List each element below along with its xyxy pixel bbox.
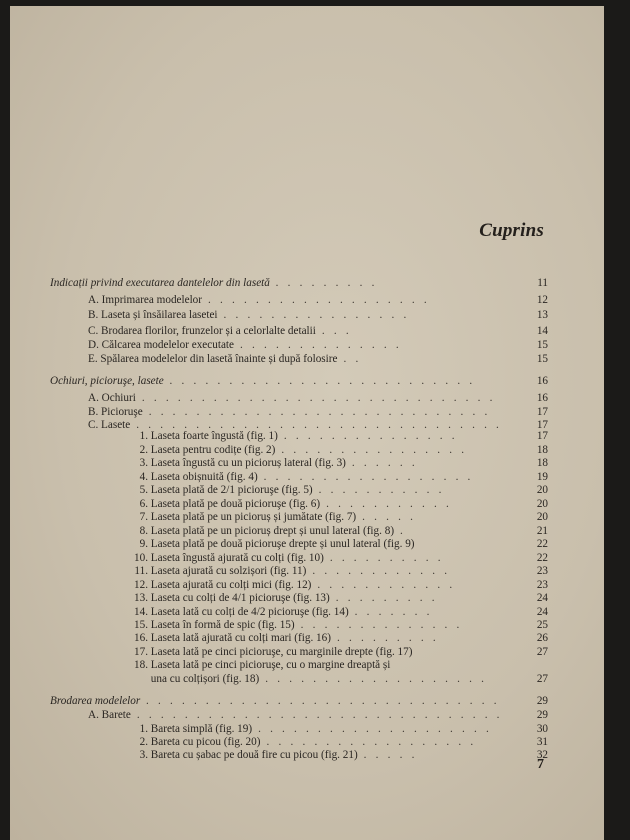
toc-entry [10, 735, 604, 749]
toc-entry-page: 23 [536, 578, 548, 591]
toc-entry-label: Laseta plată pe un picioruș și jumătate (fig. 7) [150, 511, 357, 523]
toc-entry [10, 456, 604, 470]
toc-entry-title [134, 443, 467, 457]
dot-leader: . . . . . . . . . . . . [311, 578, 456, 591]
toc-entry [10, 618, 604, 632]
dot-leader: . . . . . . . . . . . . . . . . . . . [202, 294, 430, 306]
toc-entry-page: 19 [536, 470, 548, 483]
page-title: Cuprins [479, 220, 544, 241]
toc-entry-number: 10. [134, 551, 148, 564]
toc-entry-title [134, 456, 418, 470]
toc-entry-title [134, 631, 439, 645]
toc-entry [10, 694, 604, 708]
toc-entry [10, 276, 604, 290]
toc-entry-title [88, 352, 361, 366]
toc-entry-label: Bareta simplă (fig. 19) [150, 723, 253, 735]
dot-leader: . . . . . . . . . [329, 592, 438, 604]
toc-entry-page: 15 [536, 353, 548, 365]
toc-entry [10, 483, 604, 497]
toc-entry-label: Laseta îngustă ajurată cu colți (fig. 10) [150, 551, 324, 564]
toc-entry-label: Laseta lată pe cinci picioruşe, cu marginile drepte (fig. 17) [150, 646, 413, 658]
dot-leader: . . . . . . . . . . . . . . . . . . . . . . . . . . . . . . . [130, 709, 503, 721]
toc-entry-page: 20 [536, 511, 548, 523]
toc-entry-page: 22 [536, 538, 548, 550]
toc-entry [10, 658, 604, 672]
dot-leader: . . . . . . . . . . . . . . . . [275, 443, 468, 456]
toc-entry-page: 27 [536, 646, 548, 658]
toc-entry-label: A. Imprimarea modelelor [88, 294, 203, 306]
toc-entry-label: A. Ochiuri [88, 392, 136, 404]
toc-entry-number: 3. [139, 457, 148, 469]
dot-leader: . . . . . . . . . . . . . . . . . . . . . . . . . . . . . [142, 406, 491, 418]
toc-entry-page: 13 [536, 309, 548, 321]
toc-entry [10, 578, 604, 592]
toc-entry [10, 443, 604, 457]
dot-leader: . [394, 524, 407, 537]
toc-entry-label: C. Lasete [88, 419, 131, 431]
toc-entry-title [134, 483, 445, 497]
toc-entry-title [134, 672, 487, 686]
dot-leader: . . . . . . . . . . . . . . [294, 619, 463, 631]
toc-entry-number: 12. [134, 578, 148, 591]
dot-leader: . . . . . . . . . . . [320, 497, 453, 510]
toc-entry-title [134, 429, 458, 443]
toc-entry-number: 5. [139, 484, 148, 496]
toc-entry [10, 605, 604, 619]
toc-entry-number: 9. [139, 538, 148, 550]
toc-entry-number: 2. [139, 443, 148, 456]
toc-entry-title [88, 293, 430, 307]
toc-entry-page: 20 [536, 484, 548, 496]
toc-entry-label: una cu colțișori (fig. 18) [150, 673, 260, 685]
toc-entry-page: 31 [536, 736, 548, 748]
toc-entry-title [134, 591, 438, 605]
toc-entry-number: 8. [139, 524, 148, 537]
toc-entry [10, 324, 604, 338]
toc-entry-page: 20 [536, 497, 548, 510]
toc-entry-title [134, 578, 455, 592]
toc-entry [10, 564, 604, 578]
toc-entry [10, 429, 604, 443]
toc-entry-page: 27 [536, 673, 548, 685]
dot-leader: . . . . . . [345, 457, 418, 469]
toc-entry [10, 708, 604, 722]
dot-leader: . . . . . . . . . . . . . . . . . . . . [252, 723, 492, 735]
toc-entry-number: 14. [134, 605, 148, 618]
toc-entry-title [88, 708, 503, 722]
dot-leader: . . . . . . . . . . . . . . . . . . . . . . . . . . [163, 375, 476, 387]
toc-entry-label: Laseta îngustă cu un picioruș lateral (fig. 3) [150, 457, 346, 469]
toc-entry-title [134, 470, 474, 484]
toc-entry-page: 14 [536, 325, 548, 337]
toc-entry [10, 293, 604, 307]
dot-leader: . . . . . . . . . [269, 277, 378, 289]
dot-leader: . . . . . . . . . . [323, 551, 444, 564]
toc-entry-label: Laseta plată de 2/1 picioruşe (fig. 5) [150, 484, 313, 496]
toc-entry [10, 524, 604, 538]
toc-entry-label: Laseta cu colți de 4/1 picioruşe (fig. 13) [150, 592, 330, 604]
toc-entry-label: Indicații privind executarea dantelelor din lasetă [50, 277, 270, 289]
toc-entry-title [88, 308, 409, 322]
toc-entry-label: Bareta cu picou (fig. 20) [150, 736, 261, 748]
toc-entry-title [134, 551, 444, 565]
toc-entry [10, 374, 604, 388]
toc-entry-label: C. Brodarea florilor, frunzelor și a celorlalte detalii [88, 325, 316, 337]
toc-entry-label: B. Picioruşe [88, 406, 143, 418]
toc-entry-label: Laseta plată pe două picioruşe drepte și unul lateral (fig. 9) [150, 538, 415, 550]
toc-entry-label: Laseta obișnuită (fig. 4) [150, 470, 258, 483]
toc-entry-title [88, 391, 496, 405]
toc-entry-label: Laseta ajurată cu colți mici (fig. 12) [150, 578, 312, 591]
toc-entry-page: 32 [536, 749, 548, 761]
dot-leader: . . . . . . . . . . . . . . . . . . . . . . . . . . . . . . [140, 695, 501, 707]
toc-entry [10, 748, 604, 762]
toc-entry-label: Laseta plată pe două picioruşe (fig. 6) [150, 497, 321, 510]
toc-entry-label: Laseta în formă de spic (fig. 15) [150, 619, 295, 631]
dot-leader: . . . . . . . . . . . . . . . . [217, 309, 410, 321]
dot-leader: . . . [315, 325, 352, 337]
toc-entry-page: 11 [537, 277, 548, 289]
toc-entry-label: Laseta lată cu colți de 4/2 picioruşe (fig. 14) [150, 605, 349, 618]
toc-entry-number: 13. [134, 592, 148, 604]
toc-entry-title [134, 618, 463, 632]
toc-entry [10, 672, 604, 686]
toc-entry-number: 2. [139, 736, 148, 748]
toc-entry-label: B. Laseta și însăilarea lasetei [88, 309, 218, 321]
toc-entry-page: 18 [536, 457, 548, 469]
toc-entry-label: Laseta pentru codițe (fig. 2) [150, 443, 276, 456]
toc-entry-page: 26 [536, 632, 548, 644]
toc-entry-title [134, 645, 412, 659]
toc-entry [10, 338, 604, 352]
toc-entry-title [88, 324, 352, 338]
toc-entry [10, 405, 604, 419]
toc-entry-number: 11. [134, 565, 148, 577]
toc-entry [10, 722, 604, 736]
toc-entry-page: 24 [536, 592, 548, 604]
toc-entry [10, 537, 604, 551]
toc-entry-page: 18 [536, 443, 548, 456]
toc-entry-title [134, 748, 418, 762]
toc-entry-number: 4. [139, 470, 148, 483]
toc-entry-title [88, 338, 402, 352]
toc-entry [10, 308, 604, 322]
dot-leader: . . . . . . . . . . . . . . . . . . [260, 736, 477, 748]
toc-entry-title [134, 722, 492, 736]
dot-leader: . . [337, 353, 362, 365]
toc-entry-page: 16 [536, 392, 548, 404]
dot-leader: . . . . . [356, 511, 417, 523]
toc-entry-number: 1. [139, 430, 148, 442]
toc-entry-title [134, 537, 415, 551]
page-number: 7 [537, 757, 544, 772]
toc-entry-label: Brodarea modelelor [50, 695, 141, 707]
toc-entry [10, 352, 604, 366]
dot-leader: . . . . . . . [348, 605, 433, 618]
dot-leader: . . . . . . . . . . . . . . . . . . . . . . . . . . . . . . [135, 392, 496, 404]
toc-entry-number: 16. [134, 632, 148, 644]
toc-entry-title [134, 605, 433, 619]
toc-entry-label: Laseta plată pe un picioruș drept și unul lateral (fig. 8) [150, 524, 395, 537]
toc-entry-number: 1. [139, 723, 148, 735]
toc-entry [10, 645, 604, 659]
toc-entry-title [134, 510, 416, 524]
toc-entry-page: 24 [536, 605, 548, 618]
toc-entry-title [88, 405, 491, 419]
toc-entry-label: E. Spălarea modelelor din lasetă înainte și după folosire [88, 353, 338, 365]
toc-entry-page: 17 [536, 430, 548, 442]
dot-leader: . . . . . . . . . . . . . . . . . . . . . . . . . . . . . . . [130, 419, 503, 431]
toc-entry-title [134, 735, 476, 749]
toc-entry-page: 16 [536, 375, 548, 387]
toc-entry-title [50, 694, 500, 708]
toc-entry-title [134, 497, 452, 511]
toc-entry [10, 391, 604, 405]
dot-leader: . . . . . . . . . . . . . . . . . . [257, 470, 474, 483]
toc-entry-page: 15 [536, 339, 548, 351]
dot-leader: . . . . . . . . . . . . . . [233, 339, 402, 351]
toc-entry-page: 29 [536, 709, 548, 721]
toc-entry-number: 6. [139, 497, 148, 510]
toc-entry-page: 12 [536, 294, 548, 306]
toc-entry-number: 17. [134, 646, 148, 658]
dot-leader: . . . . . . . . . [330, 632, 439, 644]
toc-entry-label: A. Barete [88, 709, 131, 721]
toc-entry-title [50, 374, 476, 388]
toc-entry-page: 29 [536, 695, 548, 707]
toc-entry-page: 17 [536, 419, 548, 431]
toc-entry-page: 17 [536, 406, 548, 418]
toc-entry [10, 551, 604, 565]
toc-entry-page: 30 [536, 723, 548, 735]
toc-entry-page: 21 [536, 524, 548, 537]
toc-entry-label: D. Călcarea modelelor executate [88, 339, 234, 351]
dot-leader: . . . . . . . . . . . [312, 484, 445, 496]
toc-entry-number: 7. [139, 511, 148, 523]
toc-entry-number: 15. [134, 619, 148, 631]
toc-entry [10, 631, 604, 645]
dot-leader: . . . . . . . . . . . . . . . . . . . [259, 673, 488, 685]
toc-entry-label: Ochiuri, picioruşe, lasete [50, 375, 164, 387]
dot-leader: . . . . . . . . . . . . . . . [277, 430, 458, 442]
book-page [10, 6, 604, 840]
dot-leader: . . . . . [357, 749, 418, 761]
toc-entry [10, 497, 604, 511]
toc-entry-number: 18. [134, 659, 148, 671]
dot-leader: . . . . . . . . . . . . [306, 565, 451, 577]
toc-entry [10, 591, 604, 605]
toc-entry-page: 22 [536, 551, 548, 564]
toc-entry-title [50, 276, 378, 290]
toc-entry-number: 3. [139, 749, 148, 761]
toc-entry-page: 25 [536, 619, 548, 631]
toc-entry-title [134, 658, 390, 672]
toc-entry [10, 470, 604, 484]
toc-entry-label: Laseta lată ajurată cu colți mari (fig. 16) [150, 632, 331, 644]
toc-entry-title [134, 524, 406, 538]
toc-entry-label: Bareta cu șabac pe două fire cu picou (fig. 21) [150, 749, 358, 761]
toc-entry-label: Laseta ajurată cu solzișori (fig. 11) [150, 565, 307, 577]
toc-entry [10, 510, 604, 524]
toc-entry-label: Laseta lată pe cinci picioruşe, cu o margine dreaptă și [150, 659, 391, 671]
toc-entry-page: 23 [536, 565, 548, 577]
toc-entry-label: Laseta foarte îngustă (fig. 1) [150, 430, 278, 442]
toc-entry-title [134, 564, 450, 578]
